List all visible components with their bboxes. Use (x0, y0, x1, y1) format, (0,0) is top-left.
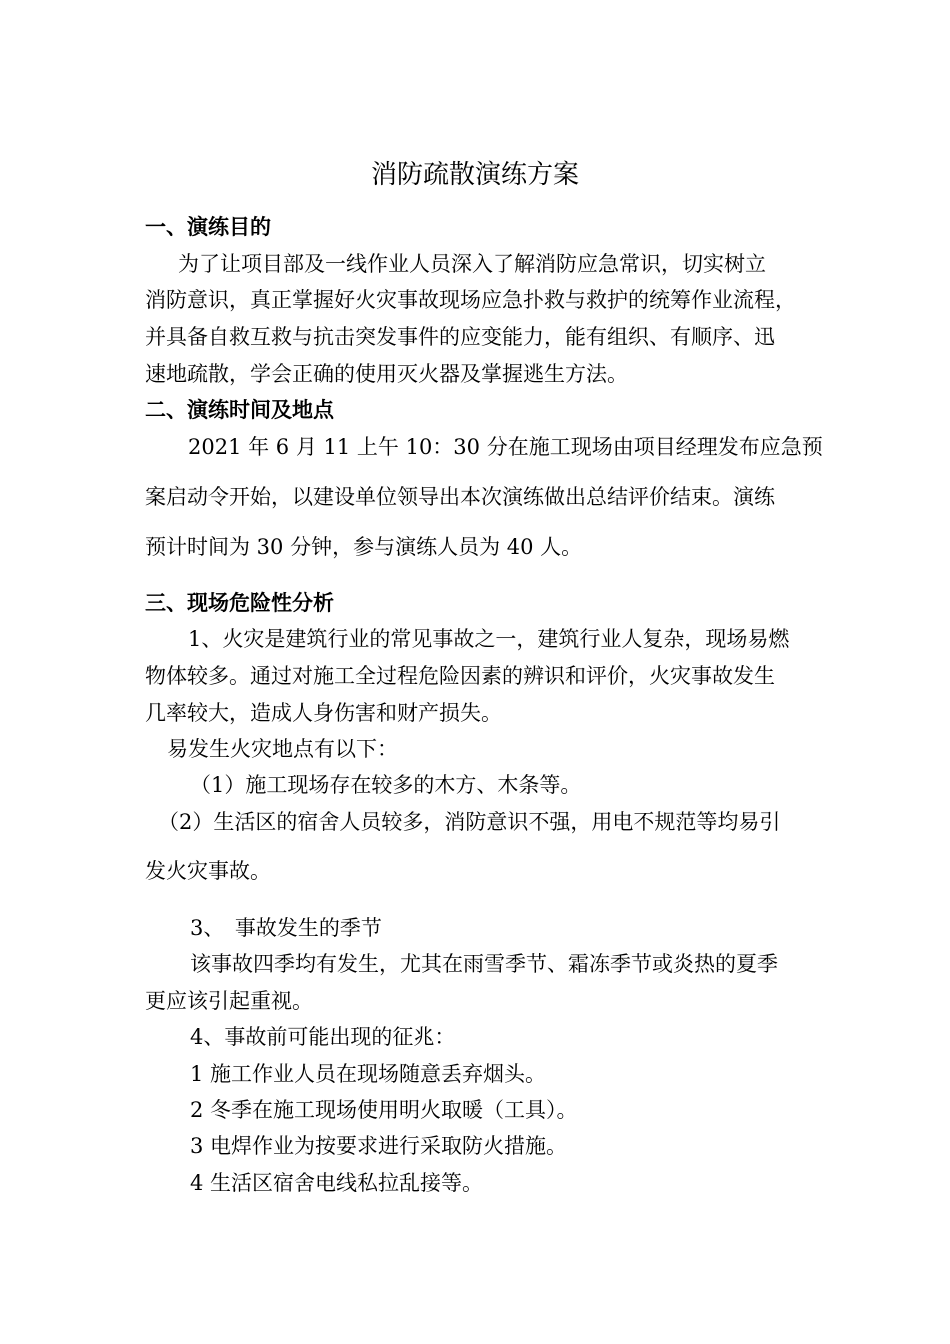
list-item: 1 施工作业人员在现场随意丢弃烟头。 (190, 1062, 547, 1086)
list-item: 2 冬季在施工现场使用明火取暖（工具）。 (190, 1098, 578, 1122)
list-item: 3 电焊作业为按要求进行采取防火措施。 (190, 1134, 568, 1158)
paragraph-line: 消防意识，真正掌握好火灾事故现场应急扑救与救护的统筹作业流程， (145, 288, 796, 312)
paragraph-line: 该事故四季均有发生，尤其在雨雪季节、霜冻季节或炎热的夏季 (190, 952, 778, 976)
paragraph-line: 发火灾事故。 (145, 859, 271, 883)
paragraph-line: 物体较多。通过对施工全过程危险因素的辨识和评价，火灾事故发生 (145, 664, 775, 688)
paragraph-line: 更应该引起重视。 (145, 989, 313, 1013)
paragraph-line: 1、火灾是建筑行业的常见事故之一，建筑行业人复杂，现场易燃 (188, 627, 790, 651)
paragraph-line: 易发生火灾地点有以下： (167, 737, 398, 761)
paragraph-line: 速地疏散，学会正确的使用灭火器及掌握逃生方法。 (145, 362, 628, 386)
list-item: （1）施工现场存在较多的木方、木条等。 (190, 773, 582, 797)
section-heading-risk-analysis: 三、现场危险性分析 (145, 591, 334, 615)
section-heading-purpose: 一、演练目的 (145, 215, 271, 239)
paragraph-line: 几率较大，造成人身伤害和财产损失。 (145, 701, 502, 725)
page-title: 消防疏散演练方案 (370, 160, 579, 190)
paragraph-line: 预计时间为 30 分钟，参与演练人员为 40 人。 (145, 535, 583, 559)
list-item: （2）生活区的宿舍人员较多，消防意识不强，用电不规范等均易引 (158, 810, 781, 834)
paragraph-line: 案启动令开始，以建设单位领导出本次演练做出总结评价结束。演练 (145, 485, 775, 509)
subheading-warning-signs: 4、事故前可能出现的征兆： (190, 1025, 456, 1049)
paragraph-line: 2021 年 6 月 11 上午 10：30 分在施工现场由项目经理发布应急预 (188, 435, 823, 459)
paragraph-line: 并具备自救互救与抗击突发事件的应变能力，能有组织、有顺序、迅 (145, 325, 775, 349)
list-item: 4 生活区宿舍电线私拉乱接等。 (190, 1171, 484, 1195)
paragraph-line: 为了让项目部及一线作业人员深入了解消防应急常识，切实树立 (178, 252, 766, 276)
subheading-season: 3、 事故发生的季节 (190, 916, 382, 940)
section-heading-time-place: 二、演练时间及地点 (145, 398, 334, 422)
